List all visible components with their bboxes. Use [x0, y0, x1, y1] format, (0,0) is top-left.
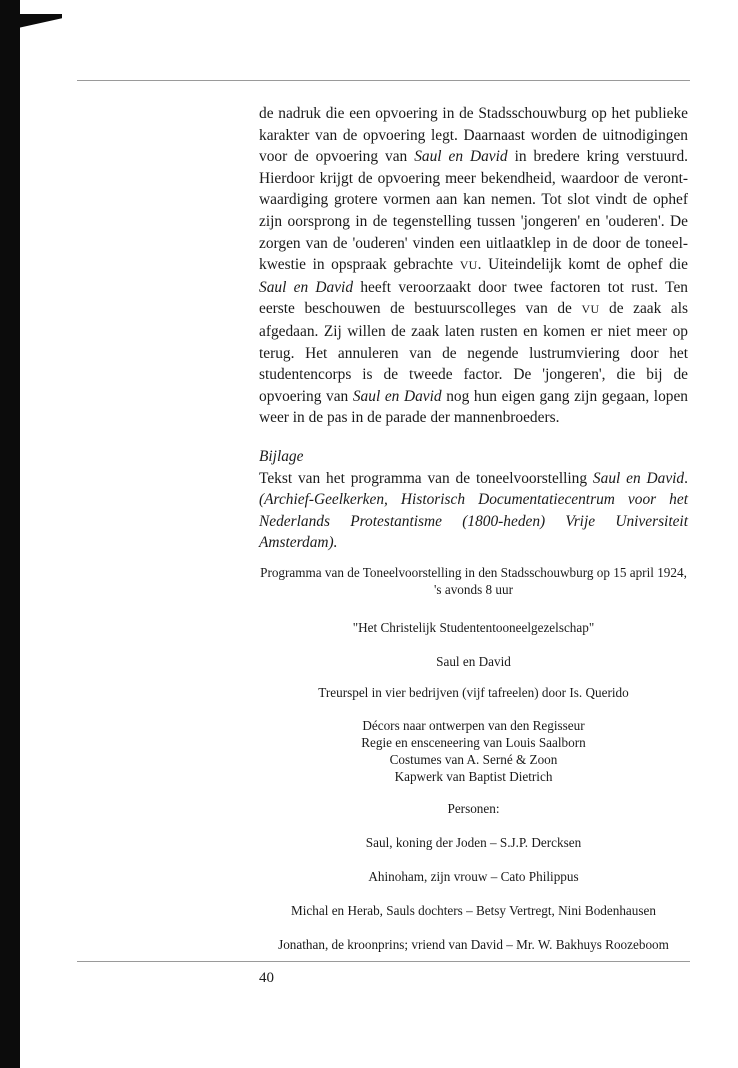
- header-rule: [77, 80, 690, 81]
- program-cast-line: Ahinoham, zijn vrouw – Cato Philippus: [368, 869, 579, 884]
- program-credit: Regie en ensceneering van Louis Saalborn: [361, 735, 586, 750]
- program-company: "Het Christelijk Studententooneelgezelschap": [352, 620, 595, 635]
- page-number: 40: [259, 970, 274, 986]
- program-intro: Programma van de Toneelvoorstelling in den Stadsschouwburg op 15 april 1924, 's avonds 8 uur: [260, 565, 687, 597]
- program-cast-line: Saul, koning der Joden – S.J.P. Dercksen: [365, 835, 582, 850]
- appendix-description: Tekst van het programma van de toneelvoorstelling Saul en David. (Archief-Geelkerken, Historisch Documentatiecentrum voor het Nederlands Protestantisme (1800-heden) Vrije Universiteit Amsterdam).: [259, 469, 688, 552]
- appendix: [259, 446, 688, 554]
- program-subtitle: Treurspel in vier bedrijven (vijf tafreelen) door Is. Querido: [318, 685, 629, 700]
- program-credit: Décors naar ontwerpen van den Regisseur: [362, 718, 585, 733]
- program-cast-line: Jonathan, de kroonprins; vriend van David – Mr. W. Bakhuys Roozeboom: [278, 937, 669, 952]
- program-cast-line: Michal en Herab, Sauls dochters – Betsy Vertregt, Nini Bodenhausen: [291, 903, 656, 918]
- footer-rule: [77, 961, 690, 962]
- scan-corner: [18, 14, 62, 28]
- program-credit: Costumes van A. Serné & Zoon: [389, 752, 558, 767]
- appendix-heading: Bijlage: [259, 448, 304, 465]
- program-credit: Kapwerk van Baptist Dietrich: [394, 769, 553, 784]
- scan-edge: [0, 0, 20, 1068]
- body-paragraph: de nadruk die een opvoering in de Stadsschouwburg op het publieke karakter van de opvoering legt. Daarnaast worden de uitnodigingen voor de opvoering van Saul en David in bredere kring verstuurd. Hierdoor krijgt de opvoering meer bekendheid, waardoor de verontwaardiging grotere vormen aan kan nemen. Tot slot vindt de ophef zijn oorsprong in de tegenstelling tussen 'jongeren' en 'ouderen'. De zorgen van de 'ouderen' vinden een uitlaatklep in de door de toneelkwestie in opspraak gebrachte VU. Uiteindelijk komt de ophef die Saul en David heeft veroorzaakt door twee factoren tot rust. Ten eerste beschouwen de bestuurscolleges van de VU de zaak als afgedaan. Zij willen de zaak laten rusten en komen er niet meer op terug. Het annuleren van de negende lustrumviering door het studentencorps is de tweede factor. De 'jongeren', die bij de opvoering van Saul en David nog hun eigen gang zijn gegaan, lopen weer in de pas in de parade der mannenbroeders.: [259, 105, 688, 427]
- program-play-title: Saul en David: [436, 654, 511, 669]
- program-cast-heading: Personen:: [447, 801, 500, 816]
